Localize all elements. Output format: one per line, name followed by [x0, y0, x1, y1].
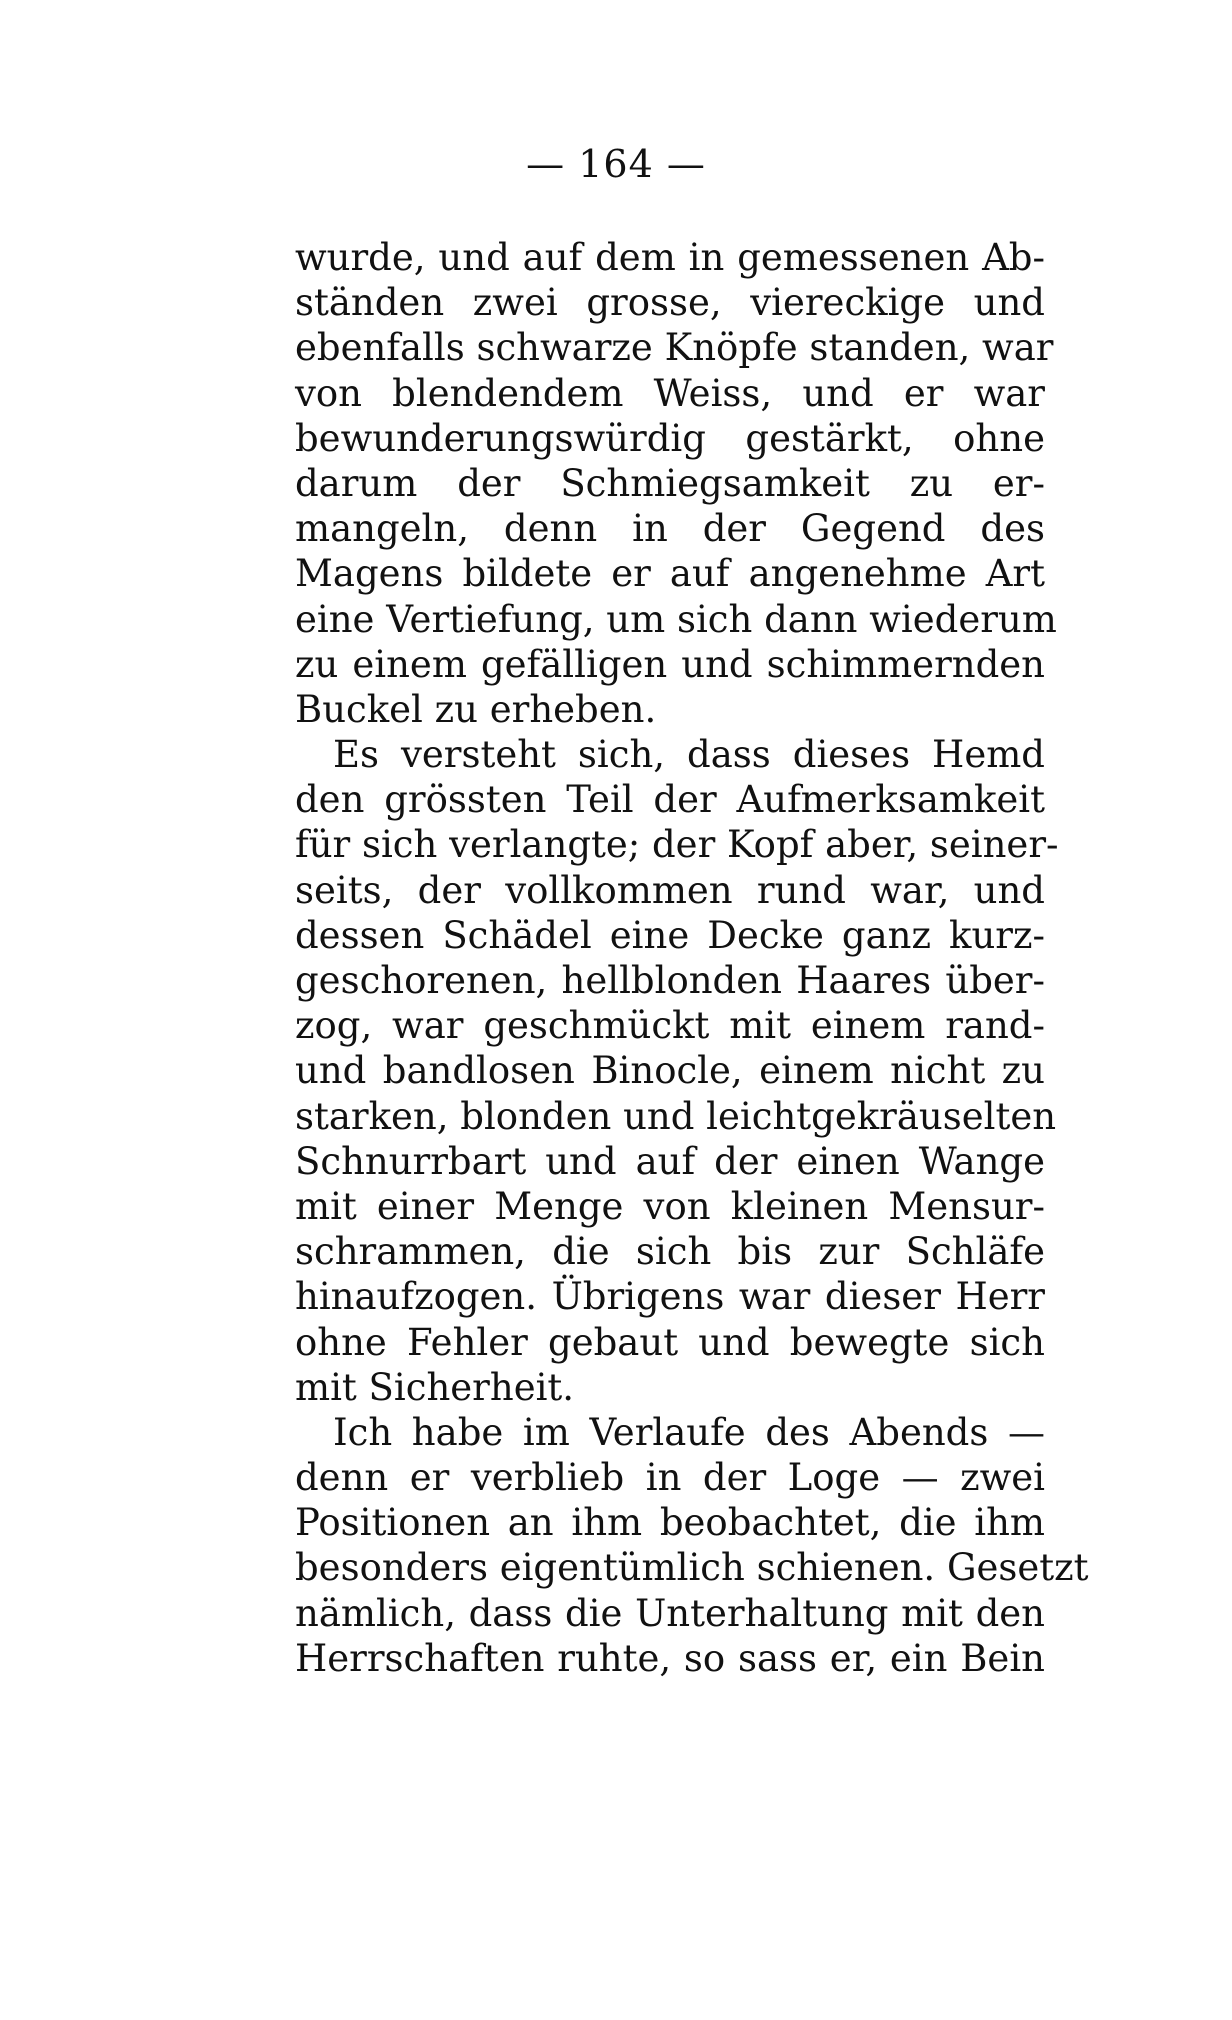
text-line: darum der Schmiegsamkeit zu er- — [295, 461, 1045, 505]
text-line: wurde, und auf dem in gemessenen Ab- — [295, 236, 1045, 279]
text-line: zu einem gefälligen und schimmernden — [295, 642, 1045, 686]
text-line: für sich verlangte; der Kopf aber, seiner- — [295, 823, 1059, 867]
paragraph-1 — [295, 235, 1057, 732]
text-line: hinaufzogen. Übrigens war dieser Herr — [295, 1275, 1045, 1319]
text-line: Schnurrbart und auf der einen Wange — [295, 1139, 1045, 1183]
text-line: und bandlosen Binocle, einem nicht zu — [295, 1049, 1045, 1093]
text-line: nämlich, dass die Unterhaltung mit den — [295, 1591, 1045, 1635]
text-line: ebenfalls schwarze Knöpfe standen, war — [295, 326, 1054, 370]
page-number: — 164 — — [526, 142, 706, 186]
paragraph-2 — [295, 732, 1059, 1410]
text-line: Buckel zu erheben. — [295, 687, 657, 731]
text-line: bewunderungswürdig gestärkt, ohne — [295, 416, 1045, 460]
text-line: Positionen an ihm beobachtet, die ihm — [295, 1501, 1045, 1545]
text-line: Herrschaften ruhte, so sass er, ein Bein — [295, 1636, 1045, 1680]
text-line: Magens bildete er auf angenehme Art — [295, 552, 1045, 596]
body-text — [295, 235, 1089, 1681]
text-line: ohne Fehler gebaut und bewegte sich — [295, 1320, 1045, 1364]
text-line: starken, blonden und leichtgekräuselten — [295, 1094, 1057, 1138]
text-line: Ich habe im Verlaufe des Abends — — [333, 1410, 1045, 1454]
text-line: geschorenen, hellblonden Haares über- — [295, 959, 1045, 1002]
text-line: ständen zwei grosse, viereckige und — [295, 281, 1045, 325]
text-line: mit einer Menge von kleinen Mensur- — [295, 1184, 1045, 1228]
text-line: seits, der vollkommen rund war, und — [295, 868, 1045, 912]
text-line: schrammen, die sich bis zur Schläfe — [295, 1230, 1045, 1274]
text-line: dessen Schädel eine Decke ganz kurz- — [295, 913, 1045, 957]
text-line: besonders eigentümlich schienen. Gesetzt — [295, 1546, 1089, 1590]
text-line: den grössten Teil der Aufmerksamkeit — [295, 778, 1045, 822]
paragraph-3 — [295, 1410, 1089, 1681]
text-line: mit Sicherheit. — [295, 1365, 575, 1409]
text-line: von blendendem Weiss, und er war — [295, 371, 1045, 415]
text-line: zog, war geschmückt mit einem rand- — [295, 1004, 1045, 1048]
text-line: mangeln, denn in der Gegend des — [295, 507, 1045, 551]
text-line: denn er verblieb in der Loge — zwei — [295, 1456, 1045, 1500]
text-line: eine Vertiefung, um sich dann wiederum — [295, 597, 1057, 641]
text-line: Es versteht sich, dass dieses Hemd — [333, 733, 1045, 777]
